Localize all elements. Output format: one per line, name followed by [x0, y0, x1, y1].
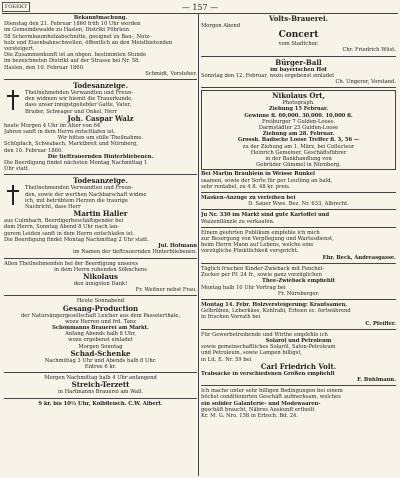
divider: [201, 87, 396, 88]
notice-line: 58 Schermbaumholzabschnitte, geeignet zu Bau-, Nutz-: [4, 33, 151, 40]
brewery-name: Volts-Brauerei.: [268, 15, 329, 23]
ball-notice: [201, 59, 396, 86]
notice-line: dem Herrn, Sonntag Abend 8 Uhr nach lan-: [4, 224, 120, 231]
notice-line: den 10. Februar 1860.: [4, 147, 63, 154]
notice-line: in frischen Vorrath bei: [201, 314, 261, 321]
divider: [4, 258, 197, 259]
notice-signature: Schmidt, Vorsteher.: [145, 70, 197, 77]
notice-line: im Namen der tieftrauernden Hinterbliebenen.: [72, 249, 197, 256]
notice-line: zu der Ziehung am 1. März, bei Collecteur: [242, 143, 355, 150]
lottery-ad: [201, 90, 396, 170]
venue-name: Schad-Schenke: [70, 348, 131, 358]
event-title: Bürger-Ball: [275, 57, 322, 67]
notice-timber-auction: [4, 15, 197, 77]
notice-line: Darmstädter 25 Gulden-Loose: [258, 125, 339, 132]
notice-line: in der Bankhandlung von: [265, 156, 332, 163]
notice-line: Morgen Sonntag: [78, 343, 123, 350]
notice-line: Wir bitten um stille Theilnahme.: [57, 135, 144, 142]
notice-line: Einem geehrten Publikum empfehle ich mich: [201, 229, 320, 236]
notice-signature: Fr. Weitner nebst Frau.: [135, 287, 197, 294]
notice-line: wozu ergebenst einladet: [68, 337, 133, 344]
notice-line: gerem Leiden sanft in dem Herrn entschlafen ist.: [4, 230, 135, 237]
death-notice-title: Todesanzeige.: [73, 81, 128, 91]
notice-line: Gebrüder Gümmel in Nürnberg.: [256, 162, 341, 169]
notice-line: beim Herrn Mann auf Lebens, welche eine: [201, 242, 314, 249]
notice-line: saamen, sowie der Sorte für per Leutling an bald,: [201, 177, 333, 184]
divider: [4, 398, 197, 399]
death-notice-title: Todesanzeige.: [73, 176, 128, 186]
product-name: Solaröl und Petroleum: [265, 337, 332, 344]
divider: [4, 372, 197, 373]
divider: [201, 329, 396, 330]
notice-line: Allen Theilnehmenden bei der Beerdigung unseres: [4, 260, 139, 267]
notice-line: Morgen Nachmittag halb 4 Uhr anfangend: [44, 375, 157, 382]
notice-line: Grossh. Badische Loose Treffer fl. 3, 56 —: [237, 137, 360, 144]
death-notice-haller: [4, 177, 197, 255]
shop-ad: [201, 388, 396, 419]
venue-name: Schönmanns Brauerei am Markt.: [52, 324, 149, 331]
divider: [4, 295, 197, 296]
notice-signature: Ehr. Beck, Andreasgasse.: [322, 254, 396, 261]
notice-line: Haslen, den 10. Februar 1860.: [4, 64, 85, 71]
oil-ad: [201, 332, 396, 383]
notice-title: Bekanntmachung.: [73, 15, 128, 21]
notice-line: Freiburger 7 Gulden-Loose.: [261, 118, 336, 125]
notice-line: Morgen Abend: [201, 23, 241, 29]
service-ad: [201, 230, 396, 261]
notice-line: Montag halb 10 Uhr Vortrag bei: [201, 284, 286, 291]
notice-line: Nachmittag 3 Uhr und Abends halb 8 Uhr.: [44, 357, 157, 364]
notice-line: Thee-Zwieback empfiehlt: [261, 278, 336, 285]
notice-line: Die Zusammenkunft ist an obgen. bestimmten Stunde: [4, 52, 147, 59]
advertiser-name: Carl Friedrich Volt.: [260, 361, 337, 371]
notice-line: geschäft braucht, Nähres Auskunft ertheilt: [201, 406, 315, 413]
mourners-line: Die tieftrauernden Hinterbliebenen.: [47, 153, 154, 160]
divider: [201, 263, 396, 264]
vegetable-ad: [201, 302, 396, 327]
notice-line: Die Beerdigung findet nächsten Montag Nachmittag 1: [4, 160, 148, 167]
divider: [201, 192, 396, 193]
notice-line: dass unser innigstgeliebter Gatte, Vater,: [25, 102, 132, 109]
notice-line: Täglich frischen Kinder-Zwieback mit Fenchel-: [201, 265, 325, 272]
divider: [201, 227, 396, 228]
left-column: [4, 15, 197, 475]
seed-ad: [201, 171, 396, 190]
divider: [201, 385, 396, 386]
terzett-ad: [4, 375, 197, 407]
child-name: Nikolaus: [83, 271, 118, 281]
notice-line: Uhr statt.: [4, 166, 30, 173]
notice-line: ein solider Galanterie- und Modewaaren-: [201, 400, 321, 407]
prize-line: Gewinne fl. 60,000. 30,000. 10,000 fl.: [244, 112, 353, 119]
notice-line: Bruder, Schwager und Onkel, Herr: [25, 108, 118, 115]
notice-line: Bei Martin Bräuhlein in Weisse Runkel: [201, 171, 315, 178]
notice-line: ich, mit betrübtem Herzen die traurige: [25, 197, 128, 204]
notice-line: Heute Sonnabend: [76, 298, 125, 305]
deceased-name: Martin Haller: [73, 209, 128, 219]
masks-ad: [201, 195, 396, 207]
notice-line: sowie gemeinschaftliches Solaröl, Salon-Petroleum: [201, 344, 336, 351]
notice-line: Trabsäcke in verschiedenen Größen empfiehlt: [201, 370, 335, 377]
header-rule: [2, 13, 398, 14]
notice-line: zur Besorgung von Verpflegung und Wartesdienst,: [201, 236, 334, 243]
notice-line: Für Gewerbetreibende und Wirthe empfehle ich: [201, 331, 328, 338]
notice-line: aus Culmbach, Beerdigerbeschäftigender bei: [4, 218, 124, 225]
notice-line: versteigert.: [4, 46, 35, 53]
notice-line: Waizenflänzle zu verkaufen.: [201, 218, 275, 225]
notice-line: Masken-Anzüge zu verleihen bei: [201, 195, 296, 202]
event-title: Streich-Terzett: [71, 380, 130, 390]
notice-line: im bezeichneten Distrikt auf der Strasse bei Nr. 58.: [4, 58, 140, 65]
concert-notice: [201, 15, 396, 54]
notice-line: und Petroleum, sowie Lampen billigst,: [201, 350, 303, 357]
notice-signature: Jul. Hofmann: [158, 243, 197, 250]
notice-line: Sonntag den 12. Februar, wozu ergebenst einladet: [201, 72, 335, 79]
archive-stamp: ГОБЕКТ: [2, 2, 30, 12]
notice-line: Jahren sanft in dem Herrn entschlafen ist.: [4, 129, 116, 136]
notice-line: Theilnehmenden Verwandten und Freun-: [25, 185, 134, 192]
notice-signature: Chr. Friedrich Wüst.: [342, 47, 396, 54]
notice-line: Zucker per Pf. 24 fr., sowie ganz vorzüglichen: [201, 272, 322, 279]
notice-line: D. Sauer Wwe. Bez. Nr. 633, Albrecht.: [248, 201, 349, 208]
notice-line: Montag 14. Febr. Holzversteigerung: Krautsamen,: [201, 301, 348, 308]
notice-line: im Gemeindewalde zu Haslen, Distrikt Föhrlein: [4, 27, 129, 34]
notice-line: Dienstag den 21. Februar 1860 früh 10 Uhr werden: [4, 21, 141, 28]
notice-line: sehr rentabel, zu 4 fl. 48 kr. preis.: [201, 183, 291, 190]
notice-line: in Hartmanns Brauerei am Wall.: [57, 389, 144, 396]
draw-date: Ziehung 15 Februar.: [268, 106, 329, 113]
right-column: [201, 15, 396, 475]
divider: [201, 209, 396, 210]
divider: [201, 56, 396, 57]
notice-line: den widmen wir hiemit die Trauerkunde,: [25, 96, 133, 103]
notice-line: Nachricht, dass Herr: [25, 204, 81, 211]
notice-line: Ju Nr. 330 im Markt sind gute Kartoffel und: [201, 212, 330, 219]
event-title: Concert: [278, 30, 319, 41]
page-number: — 157 —: [181, 3, 219, 12]
notice-line: Entree 6 kr.: [84, 363, 117, 370]
notice-line: Schüpfach, Schwabach, Marktbreit und Nürnberg,: [4, 141, 138, 148]
notice-line: Kr. M. G. Nro. 158 in Erbsch. Bd. 24.: [201, 412, 298, 419]
zwieback-ad: [201, 266, 396, 297]
cross-icon: [4, 90, 22, 110]
notice-line: in dem Herrn ruhenden Söhnchens: [54, 266, 147, 273]
death-notice-walz: [4, 82, 197, 172]
notice-line: Fr. Nürnberger.: [277, 290, 320, 297]
divider: [4, 79, 197, 80]
notice-line: Ich mache unter sehr billigen Bedingungen bei einem: [201, 388, 343, 395]
concert-ad: [4, 298, 197, 370]
notice-line: heute Morgen 4 Uhr im Alter von 64: [4, 122, 101, 129]
notice-line: 9 kr. bis 10½ Uhr, Kolbfleisch. C.W. Albert.: [38, 400, 163, 407]
divider: [201, 299, 396, 300]
column-rule: [198, 14, 199, 476]
venue-name: im bayerischen Hof: [270, 66, 327, 73]
deceased-name: Joh. Caspar Walz: [67, 113, 134, 123]
event-title: Gesang-Production: [62, 303, 139, 313]
notice-line: Photograph.: [282, 100, 315, 107]
notice-line: wozu Herren und frd. Tanz: [65, 318, 136, 325]
notice-line: höchst conditionirten Geschäft aufmerksam, welches: [201, 394, 341, 401]
notice-signature: F. Bühlmann.: [357, 376, 396, 383]
thanks-notice: [4, 261, 197, 294]
notice-line: Heinrich Gemeiner, Geschäftsführer: [250, 149, 347, 156]
notice-line: Theilnehmenden Verwandten und Freun-: [25, 90, 134, 97]
potato-ad: [201, 212, 396, 224]
cross-icon: [4, 185, 22, 205]
divider: [4, 174, 197, 175]
notice-line: den, sowie der werthen Nachbarschaft widme: [25, 191, 147, 198]
notice-line: Anfang Abends halb 8 Uhr,: [65, 331, 136, 338]
notice-line: vom Stadtchor.: [278, 41, 319, 48]
notice-line: holz und Eisenbahnschwellen, öffentlich an den Meistbietenden: [4, 39, 173, 46]
notice-line: vorzügliche Pünktlichkeit verspricht.: [201, 248, 299, 255]
notice-line: in Lit. E. Nr. 59 bei: [201, 356, 252, 363]
advertiser-name: Nikolaus Ort,: [272, 91, 325, 101]
notice-line: der Natursängergesellschaft Leicher aus dem Passeierthale,: [20, 312, 181, 319]
notice-signature: C. Pfeiffer.: [365, 320, 396, 327]
notice-line: Die Beerdigung findet Montag Nachmittag 2 Uhr statt.: [4, 236, 149, 243]
draw-date: Ziehung am 28. Februar.: [262, 131, 335, 138]
notice-line: Gelbrüben, Leberkäse, Kohlrabi, Erbsen ec. fortwährend: [201, 308, 351, 315]
notice-signature: Ch. Ungerer, Vorstand.: [335, 79, 396, 86]
notice-line: den innigsten Dank!: [73, 280, 128, 287]
